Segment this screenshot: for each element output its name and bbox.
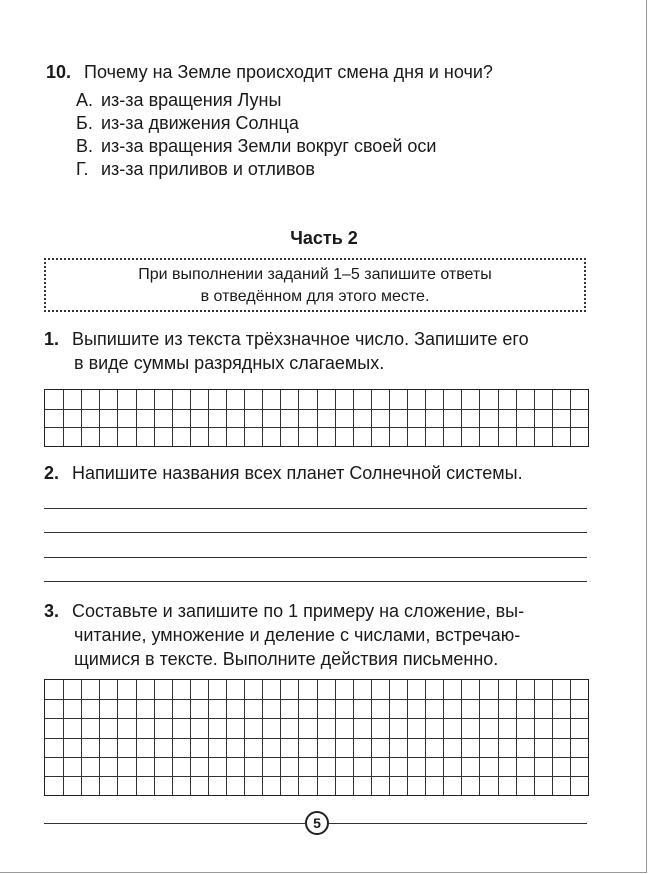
option-g-letter: Г.	[76, 159, 89, 179]
task-2	[44, 461, 590, 485]
task-3-line-3: щимися в тексте. Выполните действия письменно.	[74, 649, 499, 669]
task-3-line-1: Составьте и запишите по 1 примеру на сложение, вы-	[72, 601, 525, 621]
task-1-line-1: Выпишите из текста трёхзначное число. Запишите его	[72, 329, 529, 349]
footer-rule-left	[44, 823, 305, 824]
instructions-box	[44, 258, 586, 312]
task-2-number: 2.	[44, 463, 60, 483]
question-10-text: Почему на Земле происходит смена дня и ночи?	[84, 62, 493, 82]
instructions-line-2: в отведённом для этого месте.	[200, 288, 430, 305]
task-3-line-2: читание, умножение и деление с числами, встречаю-	[74, 625, 521, 645]
option-g[interactable]	[76, 158, 315, 181]
instructions-line-1: При выполнении заданий 1–5 запишите ответы	[138, 266, 492, 283]
option-a[interactable]	[76, 89, 281, 112]
task-1-number: 1.	[44, 329, 60, 349]
task-1	[44, 327, 590, 375]
task-1-line-2: в виде суммы разрядных слагаемых.	[74, 353, 385, 373]
option-b[interactable]	[76, 112, 299, 135]
task-3-number: 3.	[44, 601, 60, 621]
task-3	[44, 599, 590, 671]
option-b-letter: Б.	[76, 113, 93, 133]
option-a-text: из-за вращения Луны	[101, 90, 282, 110]
part-2-title: Часть 2	[290, 228, 358, 248]
option-g-text: из-за приливов и отливов	[101, 159, 315, 179]
question-10	[46, 61, 493, 84]
answer-line[interactable]	[44, 581, 587, 582]
option-v-text: из-за вращения Земли вокруг своей оси	[101, 136, 437, 156]
answer-line[interactable]	[44, 508, 587, 509]
option-v-letter: В.	[76, 136, 94, 156]
option-b-text: из-за движения Солнца	[101, 113, 299, 133]
option-v[interactable]	[76, 135, 436, 158]
option-a-letter: А.	[76, 90, 94, 110]
footer-rule-right	[329, 823, 587, 824]
question-10-number: 10.	[46, 62, 72, 82]
task-1-answer-grid[interactable]	[44, 389, 589, 447]
task-3-answer-grid[interactable]	[44, 679, 589, 796]
page-number: 5	[305, 811, 329, 835]
answer-line[interactable]	[44, 532, 587, 533]
answer-line[interactable]	[44, 557, 587, 558]
task-2-line-1: Напишите названия всех планет Солнечной системы.	[72, 463, 523, 483]
